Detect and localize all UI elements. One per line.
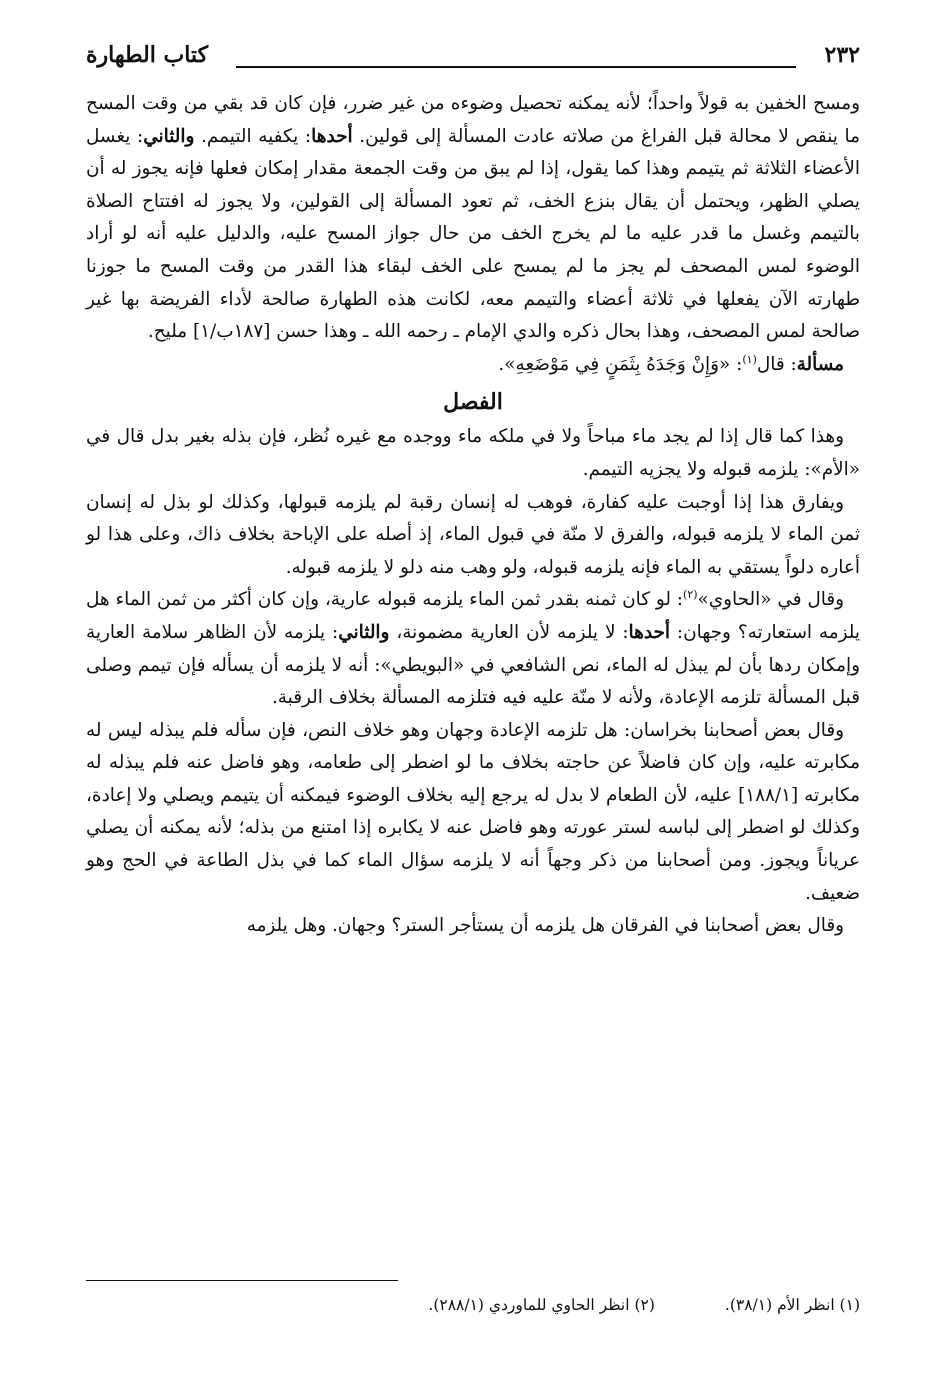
footnote-rule	[86, 1280, 398, 1281]
text-segment: : يلزمه لأن الظاهر سلامة العارية وإمكان ردها بأن لم يبذل له الماء، نص الشافعي في «البويطي»: أنه لا يلزمه أن يسأله فإن تيمم وصلى قبل المسألة تلزمه الإعادة، ولأنه لا منّة عليه فيه فتلزمه المسألة بخلاف الرقبة.	[86, 621, 860, 709]
bold-term: والثاني	[338, 621, 390, 643]
page-number: ٢٣٢	[824, 42, 860, 68]
text-segment: وقال بعض أصحابنا بخراسان: هل تلزمه الإعادة وجهان وهو خلاف النص، فإن سأله فلم يبذله ليس له مكابرته عليه، وإن كان فاضلاً عن حاجته بخلاف ما لو اضطر إلى طعامه، وهو فاضل عنه فلم يبذله له مكابرته [١٨٨/١] عليه، لأن الطعام لا بدل له يرجع إليه بخلاف الوضوء فيمكنه أن يتيمم ويصلي ولا إعادة، وكذلك لو اضطر إلى لباسه لستر عورته وهو فاضل عنه لا يكابره إذا امتنع من بذله؛ لأنه يمكنه أن يصلي عرياناً ويجوز. ومن أصحابنا من ذكر وجهاً أنه لا يلزمه سؤال الماء كما في بذل الطاعة في الحج وهو ضعيف.	[86, 719, 860, 904]
paragraph	[86, 487, 860, 585]
paragraph	[86, 349, 860, 382]
paragraph	[86, 584, 860, 714]
text-segment: : يغسل الأعضاء الثلاثة ثم يتيمم وهذا كما يقول، إذا لم يبق من وقت الجمعة مقدار إمكان فعلها فإنه يجوز له أن يصلي الظهر، ويحتمل أن يقال بنزع الخف، ثم تعود المسألة إلى القولين، ولا يجوز له افتتاح الصلاة بالتيمم وغسل ما قدر عليه ما لم يخرج الخف من حال جواز المسح عليه، والدليل عليه أنه لو أراد الوضوء لمس المصحف لم يجز ما لم يمسح على الخف لبقاء هذا القدر من وقت المسح ما جوزنا طهارته الآن يفعلها في ثلاثة أعضاء والتيمم معه، لكانت هذه الطهارة صالحة لأداء الفريضة بها غير صالحة لمس المصحف، وهذا بحال ذكره والدي الإمام ـ رحمه الله ـ وهذا حسن [١٨٧ب/١] مليح.	[86, 125, 860, 343]
text-segment: وهذا كما قال إذا لم يجد ماء مباحاً ولا في ملكه ماء ووجده مع غيره نُظر، فإن بذله بغير بدل قال في «الأم»: يلزمه قبوله ولا يجزيه التيمم.	[86, 426, 860, 480]
paragraph	[86, 421, 860, 486]
header-rule	[236, 66, 796, 68]
bold-term: أحدها	[628, 621, 670, 643]
text-segment: ويفارق هذا إذا أوجبت عليه كفارة، فوهب له إنسان رقبة لم يلزمه قبولها، وكذلك لو بذل له إنسان ثمن الماء لا يلزمه قبوله، والفرق لا منّة في قبول الماء، إذ أصله على الإباحة بخلاف ذاك، وعلى هذا لو أعاره دلواً يستقي به الماء فإنه يلزمه قبوله، ولو وهب منه دلو لا يلزمه قبوله.	[86, 491, 860, 578]
text-segment: وقال بعض أصحابنا في الفرقان هل يلزمه أن يستأجر الستر؟ وجهان. وهل يلزمه	[246, 915, 844, 937]
footnote-marker: (٢)	[683, 588, 698, 602]
page-header	[86, 42, 860, 76]
text-segment: : «وَإِنْ وَجَدَهُ بِثَمَنٍ فِي مَوْضَعِهِ».	[498, 353, 743, 375]
footnote-2: (٢) انظر الحاوي للماوردي (٢٨٨/١).	[428, 1296, 655, 1314]
footnotes	[86, 1296, 860, 1314]
running-title: كتاب الطهارة	[86, 42, 209, 68]
paragraph	[86, 910, 860, 943]
text-segment: : قال	[756, 353, 797, 375]
footnote-marker: (١)	[742, 352, 757, 366]
section-heading: الفصل	[443, 389, 503, 416]
paragraph	[86, 715, 860, 911]
text-segment: : يكفيه التيمم.	[194, 125, 312, 147]
text-segment: : لو كان ثمنه بقدر ثمن الماء يلزمه قبوله عارية، وإن كان أكثر من ثمن الماء هل يلزمه استعارته؟ وجهان:	[86, 589, 860, 643]
bold-term: والثاني	[143, 125, 195, 147]
bold-term: أحدها	[311, 125, 353, 147]
bold-term: مسألة	[796, 353, 844, 375]
text-segment: وقال في «الحاوي»	[697, 589, 844, 611]
footnote-1: (١) انظر الأم (٣٨/١).	[724, 1296, 860, 1314]
text-segment: : لا يلزمه لأن العارية مضمونة،	[389, 621, 629, 643]
paragraph	[86, 88, 860, 349]
body-text	[86, 88, 860, 943]
text-segment: ومسح الخفين به قولاً واحداً؛ لأنه يمكنه تحصيل وضوءه من غير ضرر، فإن كان قد بقي من وقت المسح ما ينقص لا محالة قبل الفراغ من صلاته عادت المسألة إلى قولين.	[86, 93, 861, 147]
